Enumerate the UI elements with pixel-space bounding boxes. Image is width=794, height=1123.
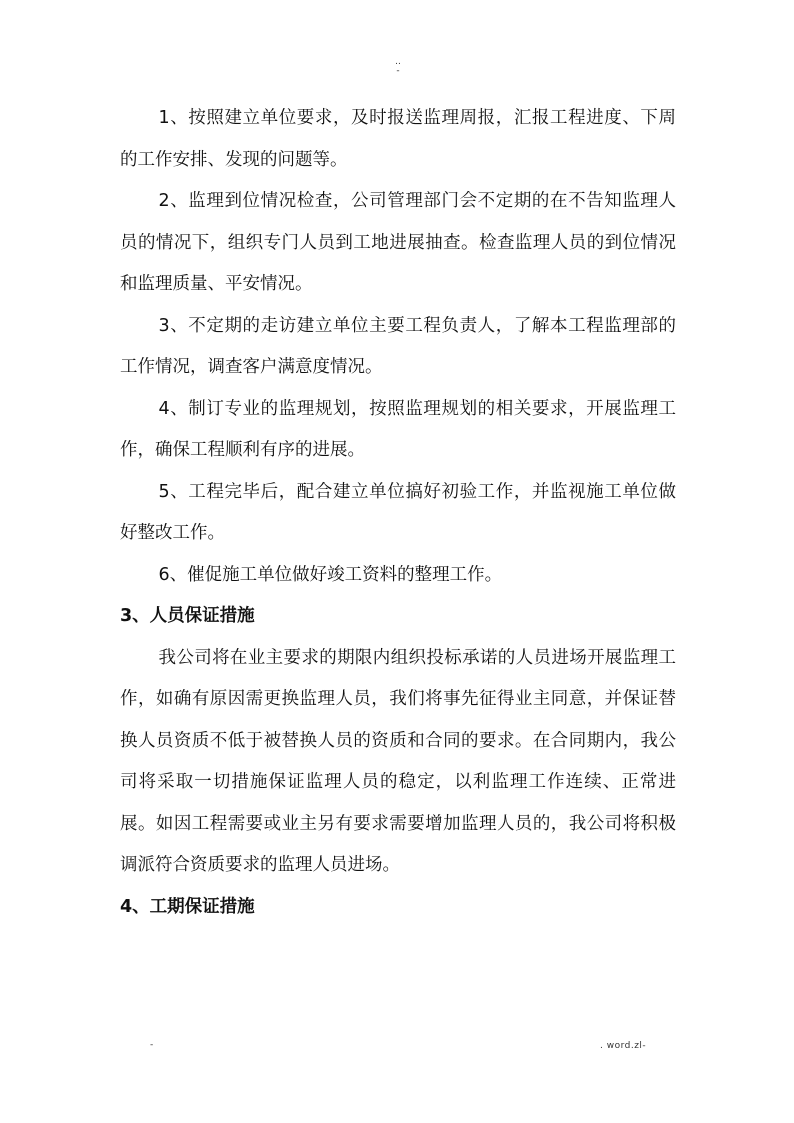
list-item-1: 1、按照建立单位要求，及时报送监理周报，汇报工程进度、下周的工作安排、发现的问题等。 [120,108,676,170]
list-item-3: 3、不定期的走访建立单位主要工程负责人，了解本工程监理部的工作情况，调查客户满意度情况。 [120,315,676,377]
section-3-heading: 3、人员保证措施 [120,606,255,626]
footer-left-mark: - [150,1040,154,1050]
list-item-2: 2、监理到位情况检查，公司管理部门会不定期的在不告知监理人员的情况下，组织专门人员到工地进展抽查。检查监理人员的到位情况和监理质量、平安情况。 [120,191,676,294]
header-mark-top: .. [395,57,401,67]
section-3-body: 我公司将在业主要求的期限内组织投标承诺的人员进场开展监理工作，如确有原因需更换监理人员，我们将事先征得业主同意，并保证替换人员资质不低于被替换人员的资质和合同的要求。在合同期内，我公司将采取一切措施保证监理人员的稳定，以利监理工作连续、正常进展。如因工程需要或业主另有要求需要增加监理人员的，我公司将积极调派符合资质要求的监理人员进场。 [120,647,676,875]
list-item-5: 5、工程完毕后，配合建立单位搞好初验工作，并监视施工单位做好整改工作。 [120,481,676,543]
document-body [120,98,676,928]
page-header-mark [392,58,404,76]
footer-right-text: . word.zl- [600,1041,647,1051]
header-mark-bottom: - [396,66,400,76]
list-item-6: 6、催促施工单位做好竣工资料的整理工作。 [158,564,503,585]
section-4-heading: 4、工期保证措施 [120,896,255,917]
list-item-4: 4、制订专业的监理规划，按照监理规划的相关要求，开展监理工作，确保工程顺利有序的进展。 [120,398,676,460]
